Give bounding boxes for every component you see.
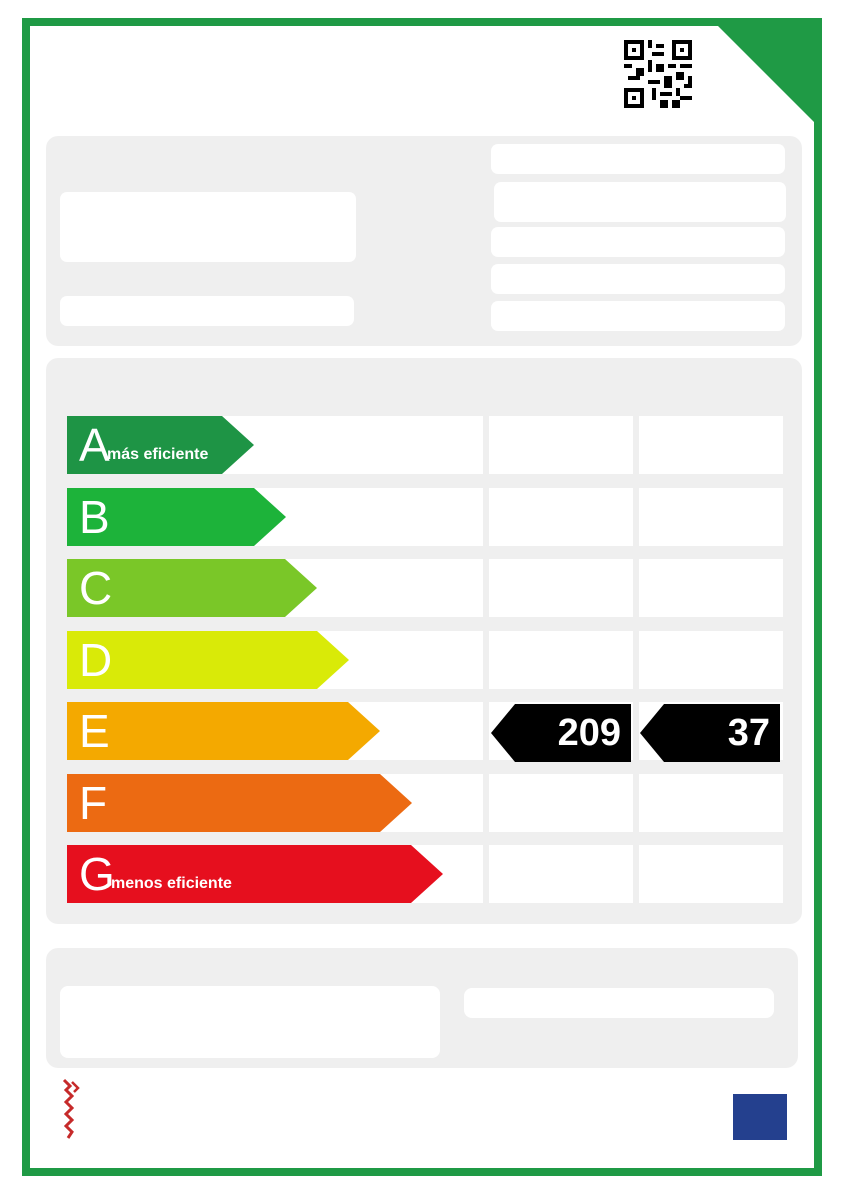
band-f bbox=[67, 774, 412, 832]
consumo-cell-a bbox=[489, 416, 633, 474]
emisiones-cell-c bbox=[639, 559, 783, 617]
band-letter-c: C bbox=[79, 562, 113, 614]
consumo-cell-b bbox=[489, 488, 633, 546]
band-letter-d: D bbox=[79, 634, 113, 686]
emisiones-value: 37 bbox=[727, 712, 770, 754]
consumo-cell-g bbox=[489, 845, 633, 903]
emisiones-cell-f bbox=[639, 774, 783, 832]
autonoma-box bbox=[491, 301, 785, 331]
normativa-box bbox=[60, 192, 356, 262]
consumo-cell-f bbox=[489, 774, 633, 832]
emisiones-marker bbox=[640, 704, 780, 762]
cp-box bbox=[491, 264, 785, 294]
generalitat-logo bbox=[60, 1078, 190, 1144]
band-b bbox=[67, 488, 286, 546]
direccion-box bbox=[494, 182, 786, 222]
band-g bbox=[67, 845, 443, 903]
band-letter-a: A bbox=[79, 419, 110, 471]
eu-flag-icon bbox=[733, 1094, 787, 1140]
emisiones-cell-a bbox=[639, 416, 783, 474]
consumo-marker bbox=[491, 704, 631, 762]
municipio-box bbox=[491, 227, 785, 257]
date-box bbox=[464, 988, 774, 1018]
band-letter-b: B bbox=[79, 491, 110, 543]
band-d bbox=[67, 631, 349, 689]
band-desc-a: más eficiente bbox=[107, 446, 209, 463]
band-e bbox=[67, 702, 380, 760]
band-arrow-g bbox=[67, 845, 443, 903]
consumo-cell-c bbox=[489, 559, 633, 617]
band-letter-f: F bbox=[79, 777, 108, 829]
registro-box bbox=[60, 986, 440, 1058]
band-desc-g: menos eficiente bbox=[111, 875, 232, 892]
catastral-box bbox=[60, 296, 354, 326]
band-arrow-e bbox=[67, 702, 380, 760]
consumo-value: 209 bbox=[557, 712, 621, 754]
emisiones-cell-d bbox=[639, 631, 783, 689]
band-a bbox=[67, 416, 254, 474]
title-line2 bbox=[54, 84, 67, 118]
tipo-box bbox=[491, 144, 785, 174]
qr-code-icon bbox=[624, 40, 692, 108]
normativa-label bbox=[63, 172, 75, 187]
eu-stars bbox=[733, 1094, 787, 1140]
band-c bbox=[67, 559, 317, 617]
emisiones-cell-g bbox=[639, 845, 783, 903]
band-letter-e: E bbox=[79, 705, 110, 757]
generalitat-emblem-icon bbox=[60, 1078, 82, 1140]
corner-triangle bbox=[710, 18, 822, 130]
emisiones-cell-b bbox=[639, 488, 783, 546]
band-letter-g: G bbox=[79, 848, 115, 900]
consumo-cell-d bbox=[489, 631, 633, 689]
band-arrow-f bbox=[67, 774, 412, 832]
